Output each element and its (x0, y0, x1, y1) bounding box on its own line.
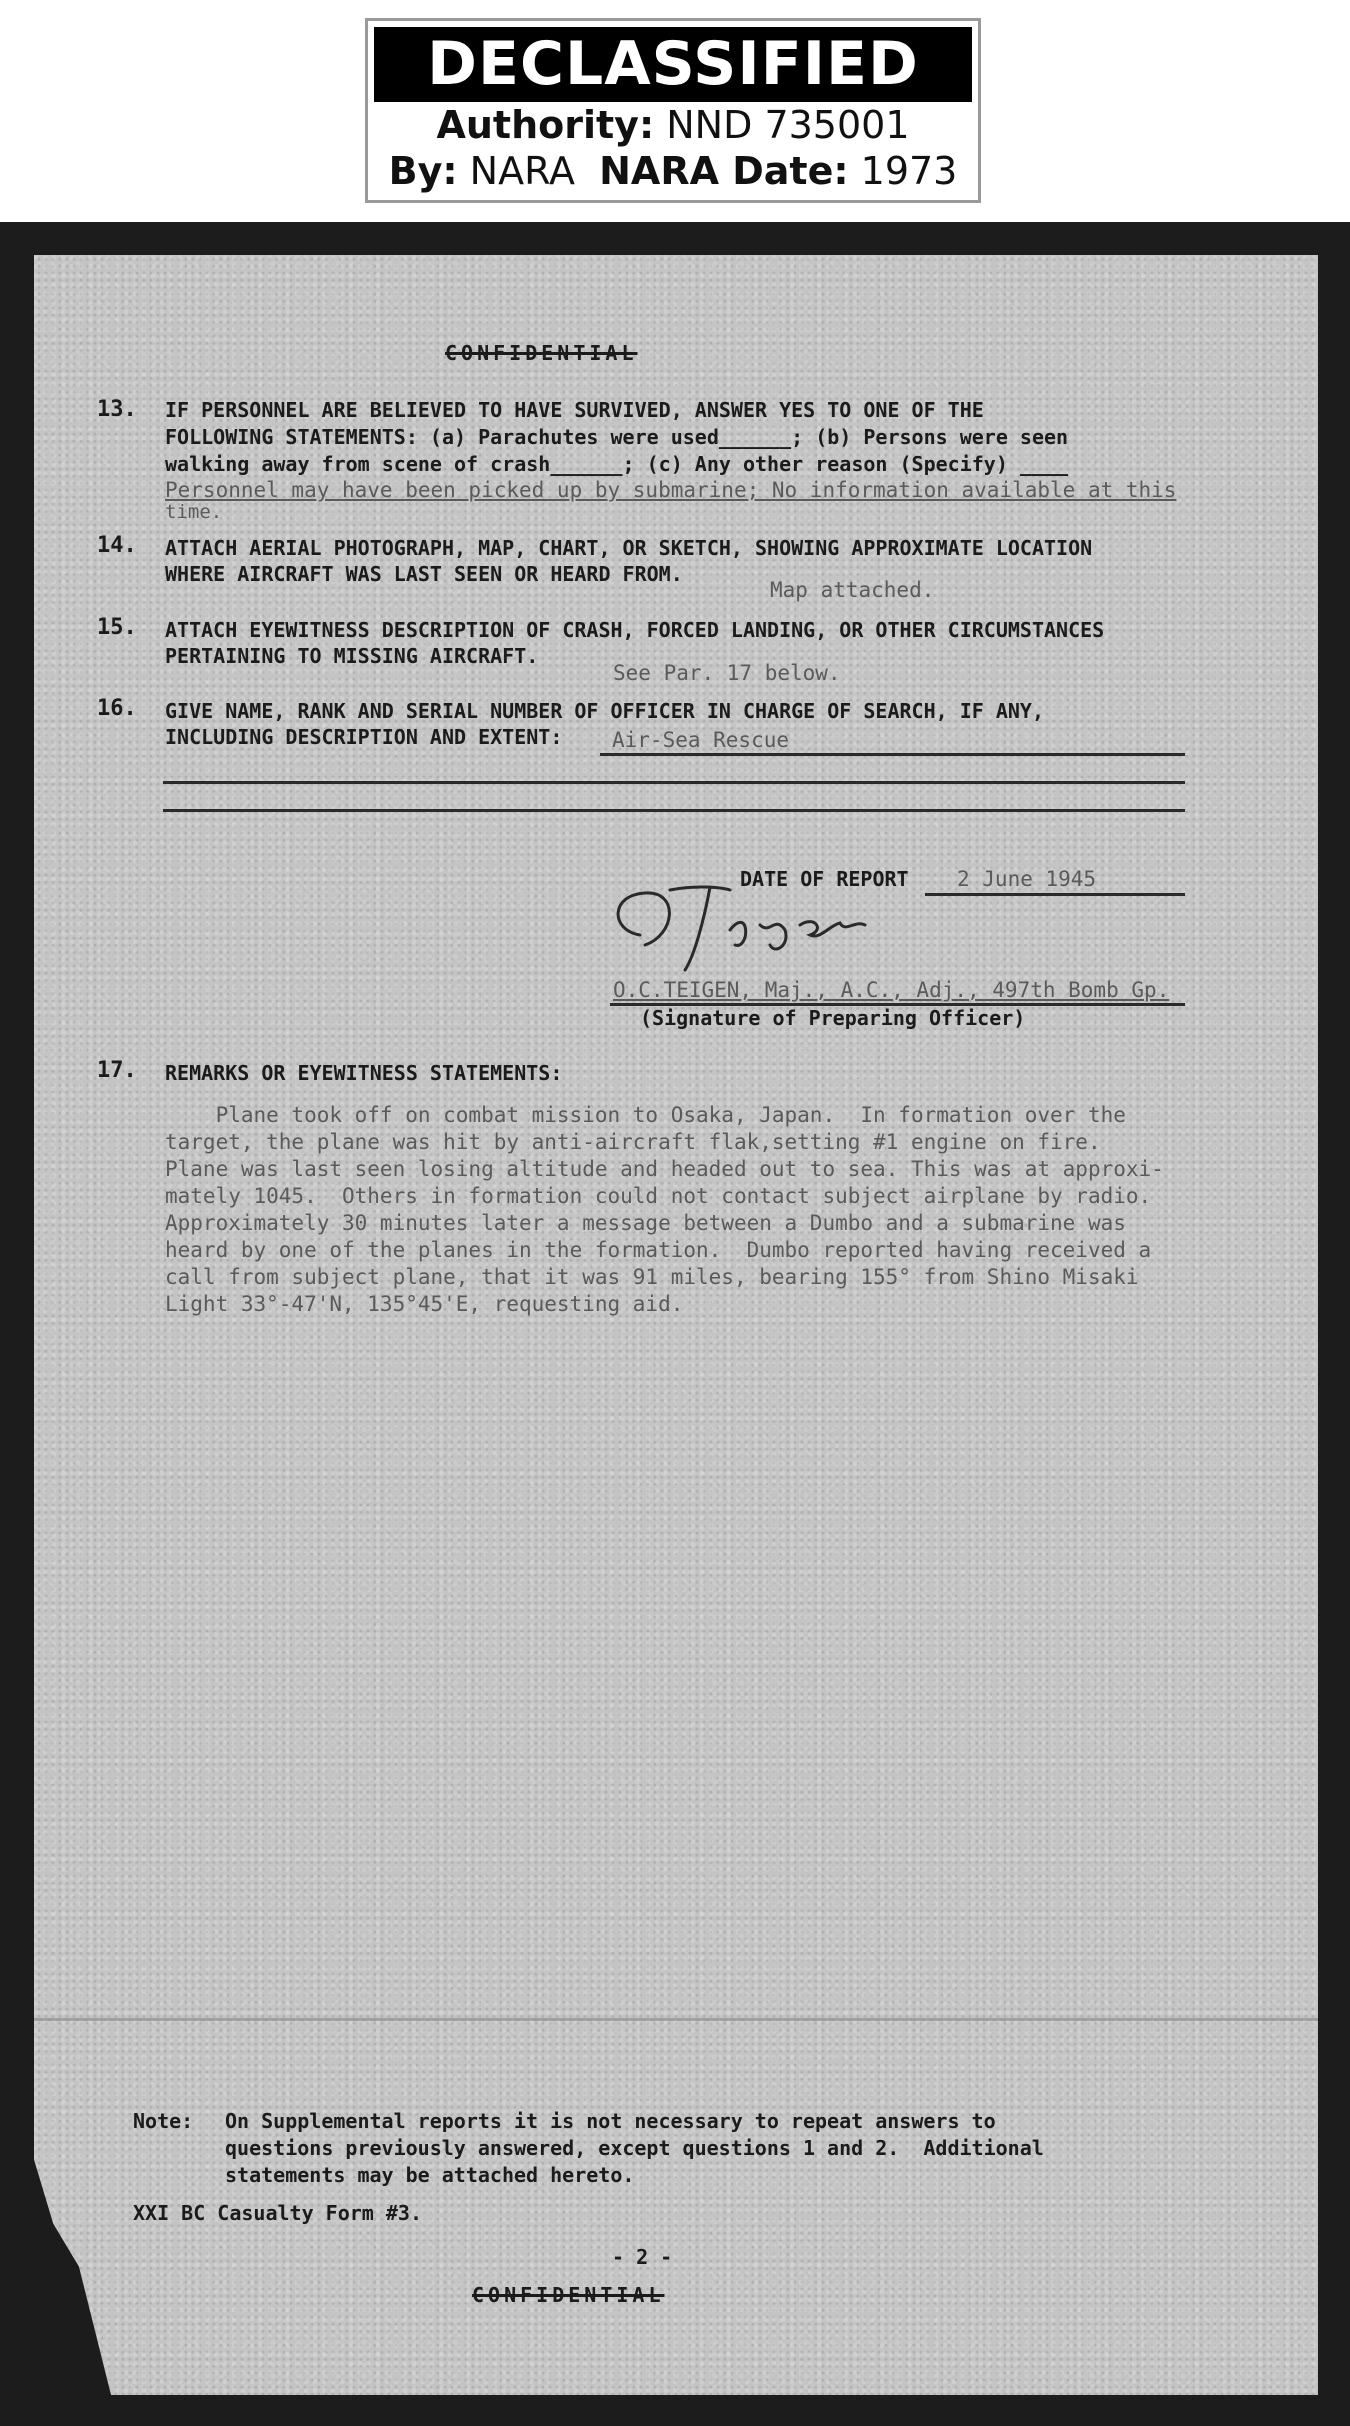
q14-answer: Map attached. (770, 578, 935, 602)
q17-remarks-line: Plane took off on combat mission to Osaka, Japan. In formation over the (165, 1103, 1126, 1127)
page-number: - 2 - (612, 2245, 673, 2269)
page-fold (34, 2018, 1318, 2021)
note-line2: questions previously answered, except questions 1 and 2. Additional (225, 2136, 1044, 2160)
q17-remarks-line: heard by one of the planes in the formation. Dumbo reported having received a (165, 1238, 1152, 1262)
declassified-stamp (365, 18, 981, 203)
q13-answer1: Personnel may have been picked up by submarine; No information available at this (165, 478, 1177, 502)
stamp-authority (368, 102, 978, 148)
q16-line1: GIVE NAME, RANK AND SERIAL NUMBER OF OFFICER IN CHARGE OF SEARCH, IF ANY, (165, 699, 1044, 723)
q15-answer: See Par. 17 below. (613, 661, 841, 685)
signature-caption: (Signature of Preparing Officer) (640, 1006, 1026, 1030)
note-line1: On Supplemental reports it is not necessary to repeat answers to (225, 2109, 996, 2133)
by-value: NARA (469, 149, 575, 193)
stamp-title: DECLASSIFIED (374, 27, 972, 102)
date-value: 1973 (860, 149, 958, 193)
q15-number: 15. (97, 615, 137, 640)
q17-remarks-line: call from subject plane, that it was 91 miles, bearing 155° from Shino Misaki (165, 1265, 1139, 1289)
date-of-report-label: DATE OF REPORT (740, 867, 909, 891)
q17-number: 17. (97, 1058, 137, 1083)
date-label: NARA Date: (599, 149, 849, 193)
q15-line1: ATTACH EYEWITNESS DESCRIPTION OF CRASH, FORCED LANDING, OR OTHER CIRCUMSTANCES (165, 618, 1105, 642)
preparing-officer-name: O.C.TEIGEN, Maj., A.C., Adj., 497th Bomb Gp. (613, 978, 1170, 1002)
note-label: Note: (133, 2109, 194, 2133)
q16-number: 16. (97, 696, 137, 721)
date-of-report-value: 2 June 1945 (957, 867, 1097, 891)
q14-line1: ATTACH AERIAL PHOTOGRAPH, MAP, CHART, OR SKETCH, SHOWING APPROXIMATE LOCATION (165, 536, 1093, 560)
q17-remarks-line: mately 1045. Others in formation could not contact subject airplane by radio. (165, 1184, 1152, 1208)
classification-top: CONFIDENTIAL (445, 341, 638, 365)
date-of-report-rule (925, 893, 1185, 896)
q14-line2: WHERE AIRCRAFT WAS LAST SEEN OR HEARD FROM. (165, 562, 683, 586)
handwritten-signature (600, 875, 900, 985)
note-line3: statements may be attached hereto. (225, 2163, 635, 2187)
q17-remarks-line: Approximately 30 minutes later a message between a Dumbo and a submarine was (165, 1211, 1126, 1235)
stamp-by (368, 148, 978, 194)
q17-remarks-line: Plane was last seen losing altitude and headed out to sea. This was at approxi- (165, 1157, 1164, 1181)
by-label: By: (388, 149, 458, 193)
authority-value: NND 735001 (666, 103, 910, 147)
form-identifier: XXI BC Casualty Form #3. (133, 2201, 422, 2225)
q16-line2: INCLUDING DESCRIPTION AND EXTENT: (165, 725, 563, 749)
q13-answer2: time. (165, 501, 223, 523)
q13-line3: walking away from scene of crash______; (c) Any other reason (Specify) ____ (165, 452, 1069, 476)
q17-heading: REMARKS OR EYEWITNESS STATEMENTS: (165, 1061, 563, 1085)
q17-remarks-line: Light 33°-47'N, 135°45'E, requesting aid. (165, 1292, 684, 1316)
q13-number: 13. (97, 397, 137, 422)
q14-number: 14. (97, 533, 137, 558)
classification-bottom: CONFIDENTIAL (472, 2283, 665, 2307)
q16-blank-rule-2 (163, 809, 1185, 812)
q16-blank-rule-1 (163, 781, 1185, 784)
q16-answer: Air-Sea Rescue (612, 728, 790, 752)
authority-label: Authority: (436, 103, 655, 147)
q16-answer-rule (600, 753, 1185, 756)
q17-remarks-line: target, the plane was hit by anti-aircraft flak,setting #1 engine on fire. (165, 1130, 1101, 1154)
q13-line1: IF PERSONNEL ARE BELIEVED TO HAVE SURVIVED, ANSWER YES TO ONE OF THE (165, 398, 984, 422)
q13-line2: FOLLOWING STATEMENTS: (a) Parachutes were used______; (b) Persons were seen (165, 425, 1069, 449)
q15-line2: PERTAINING TO MISSING AIRCRAFT. (165, 644, 539, 668)
